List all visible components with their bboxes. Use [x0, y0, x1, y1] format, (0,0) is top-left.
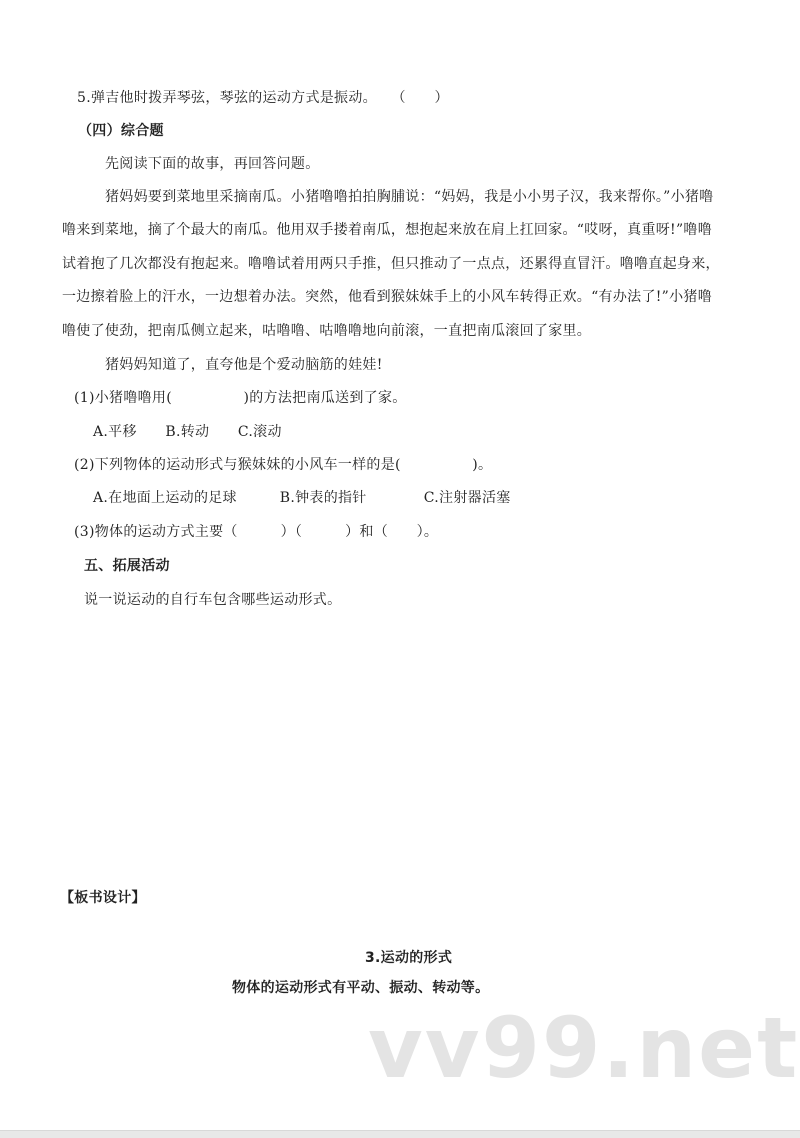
- question-5: 5.弹吉他时拨弄琴弦，琴弦的运动方式是振动。 （ ）: [77, 90, 449, 106]
- question-3: (3)物体的运动方式主要（ ）（ ）和（ ）。: [74, 524, 439, 540]
- story-line: 一边擦着脸上的汗水，一边想着办法。突然，他看到猴妹妹手上的小风车转得正欢。“有办法了!”小猪噜: [62, 289, 713, 305]
- watermark: vv99.net: [368, 999, 800, 1097]
- board-title: 3.运动的形式: [365, 950, 453, 966]
- section-5-text: 说一说运动的自行车包含哪些运动形式。: [84, 592, 342, 608]
- question-2-options: A.在地面上运动的足球 B.钟表的指针 C.注射器活塞: [93, 490, 511, 506]
- question-1: (1)小猪噜噜用( )的方法把南瓜送到了家。: [74, 390, 407, 406]
- board-design-label: 【板书设计】: [60, 890, 146, 906]
- board-text: 物体的运动形式有平动、振动、转动等。: [232, 980, 490, 996]
- story-intro: 先阅读下面的故事，再回答问题。: [105, 156, 320, 172]
- question-2: (2)下列物体的运动形式与猴妹妹的小风车一样的是( )。: [74, 457, 493, 473]
- story-line: 猪妈妈要到菜地里采摘南瓜。小猪噜噜拍拍胸脯说：“妈妈，我是小小男子汉，我来帮你。”小猪噜: [105, 189, 714, 205]
- story-line: 噜来到菜地，摘了个最大的南瓜。他用双手搂着南瓜，想抱起来放在肩上扛回家。“哎呀，真重呀!”噜噜: [62, 222, 713, 238]
- story-line: 试着抱了几次都没有抱起来。噜噜试着用两只手推，但只推动了一点点，还累得直冒汗。噜噜直起身来，: [62, 256, 720, 272]
- section-4-title: （四）综合题: [78, 123, 164, 139]
- section-5-title: 五、拓展活动: [84, 558, 170, 574]
- question-1-options: A.平移 B.转动 C.滚动: [93, 424, 282, 440]
- story-line: 噜使了使劲，把南瓜侧立起来，咕噜噜、咕噜噜地向前滚，一直把南瓜滚回了家里。: [62, 323, 592, 339]
- story-end: 猪妈妈知道了，直夸他是个爱动脑筋的娃娃!: [105, 357, 383, 373]
